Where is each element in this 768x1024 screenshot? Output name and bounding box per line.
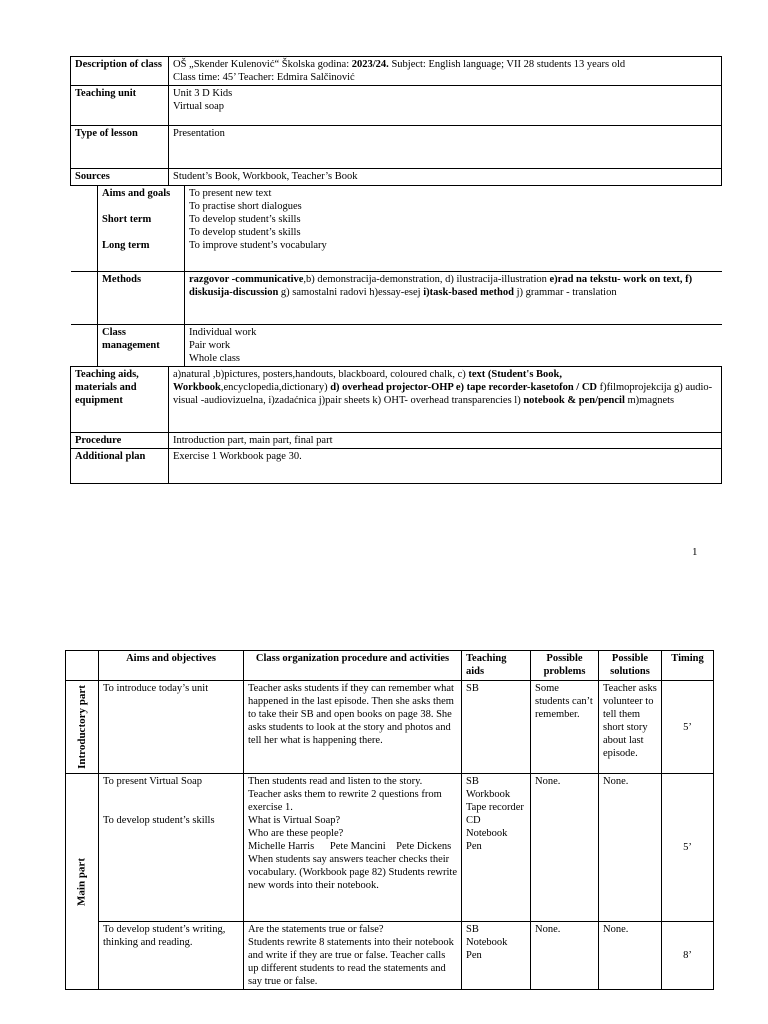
type-of-lesson-value: Presentation <box>169 126 722 169</box>
aims-methods-table <box>71 186 722 366</box>
sources-row <box>71 169 722 186</box>
sources-value: Student’s Book, Workbook, Teacher’s Book <box>169 169 722 186</box>
row-problems: None. <box>531 922 599 990</box>
methods-row <box>71 271 722 324</box>
header-problems: Possible problems <box>531 651 599 681</box>
header-aims: Aims and objectives <box>99 651 244 681</box>
methods-label: Methods <box>98 271 185 324</box>
row-aim: To develop student’s writing, thinking and reading. <box>99 922 244 990</box>
row-problems: None. <box>531 774 599 922</box>
additional-plan-row <box>71 449 722 484</box>
teaching-aids-label: Teaching aids, materials and equipment <box>71 367 169 433</box>
procedure-value: Introduction part, main part, final part <box>169 433 722 449</box>
aims-row <box>71 186 722 271</box>
section-main: Main part <box>66 774 99 990</box>
section-intro: Introductory part <box>66 681 99 774</box>
class-management-list: Individual work Pair work Whole class <box>185 324 722 366</box>
description-value: OŠ „Skender Kulenović“ Školska godina: 2023/24. Subject: English language; VII 28 students 13 years old Class time: 45’ Teacher: Edmira Salčinović <box>169 57 722 86</box>
additional-plan-value: Exercise 1 Workbook page 30. <box>169 449 722 484</box>
header-timing: Timing <box>662 651 714 681</box>
aims-list: To present new text To practise short dialogues To develop student’s skills To develop student’s skills To improve student’s vocabulary <box>185 186 722 271</box>
page-number: 1 <box>692 546 698 558</box>
aims-label: Aims and goals Short term Long term <box>98 186 185 271</box>
teaching-unit-row <box>71 86 722 126</box>
row-procedure: Teacher asks students if they can remember what happened in the last episode. Then she asks them to take their SB and open books on page 38. She asks students to look at the story and photos and tell her what is happening there. <box>244 681 462 774</box>
teaching-unit-value: Unit 3 D Kids Virtual soap <box>169 86 722 126</box>
header-solutions: Possible solutions <box>599 651 662 681</box>
type-of-lesson-label: Type of lesson <box>71 126 169 169</box>
lesson-plan-table <box>70 56 722 484</box>
row-aids: SB <box>462 681 531 774</box>
header-aids: Teaching aids <box>462 651 531 681</box>
row-solutions: Teacher asks volunteer to tell them short story about last episode. <box>599 681 662 774</box>
teaching-unit-label: Teaching unit <box>71 86 169 126</box>
aims-methods-block <box>71 186 722 367</box>
teaching-aids-row <box>71 367 722 433</box>
procedure-row <box>71 433 722 449</box>
class-management-label: Class management <box>98 324 185 366</box>
table-row <box>66 774 714 922</box>
header-procedure: Class organization procedure and activities <box>244 651 462 681</box>
row-timing: 5’ <box>662 774 714 922</box>
table-row <box>66 681 714 774</box>
row-timing: 8’ <box>662 922 714 990</box>
row-solutions: None. <box>599 922 662 990</box>
row-aids: SB Notebook Pen <box>462 922 531 990</box>
additional-plan-label: Additional plan <box>71 449 169 484</box>
row-aids: SB Workbook Tape recorder CD Notebook Pen <box>462 774 531 922</box>
long-term-label: Long term <box>102 240 150 251</box>
header-row <box>66 651 714 681</box>
row-aim: To present Virtual Soap To develop student’s skills <box>99 774 244 922</box>
sources-label: Sources <box>71 169 169 186</box>
row-aim: To introduce today’s unit <box>99 681 244 774</box>
row-procedure: Are the statements true or false? Students rewrite 8 statements into their notebook and write if they are true or false. Teacher calls up different students to read the statements and say true or false. <box>244 922 462 990</box>
class-management-row <box>71 324 722 366</box>
type-of-lesson-row <box>71 126 722 169</box>
description-row <box>71 57 722 86</box>
row-problems: Some students can’t remember. <box>531 681 599 774</box>
row-procedure: Then students read and listen to the story. Teacher asks them to rewrite 2 questions from exercise 1. What is Virtual Soap? Who are these people? Michelle Harris Pete Mancini Pete Dickens When students say answers teacher checks their vocabulary. (Workbook page 82) Students rewrite new words into their notebook. <box>244 774 462 922</box>
short-term-label: Short term <box>102 214 152 225</box>
row-solutions: None. <box>599 774 662 922</box>
table-row <box>66 922 714 990</box>
methods-value: razgovor -communicative,b) demonstracija-demonstration, d) ilustracija-illustration e)rad na tekstu- work on text, f) diskusija-discussion g) samostalni radovi h)essay-esej i)task-based method j) grammar - translation <box>185 271 722 324</box>
row-timing: 5’ <box>662 681 714 774</box>
teaching-aids-value: a)natural ,b)pictures, posters,handouts, blackboard, coloured chalk, c) text (Student's Book, Workbook,encyclopedia,dictionary) d) overhead projector-OHP e) tape recorder-kasetofon / CD f)filmoprojekcija g) audio-visual -audiovizuelna, i)zadaćnica j)pair sheets k) OHT- overhead transparencies l) notebook & pen/pencil m)magnets <box>169 367 722 433</box>
lesson-procedure-table <box>65 650 714 990</box>
procedure-label: Procedure <box>71 433 169 449</box>
description-label: Description of class <box>71 57 169 86</box>
